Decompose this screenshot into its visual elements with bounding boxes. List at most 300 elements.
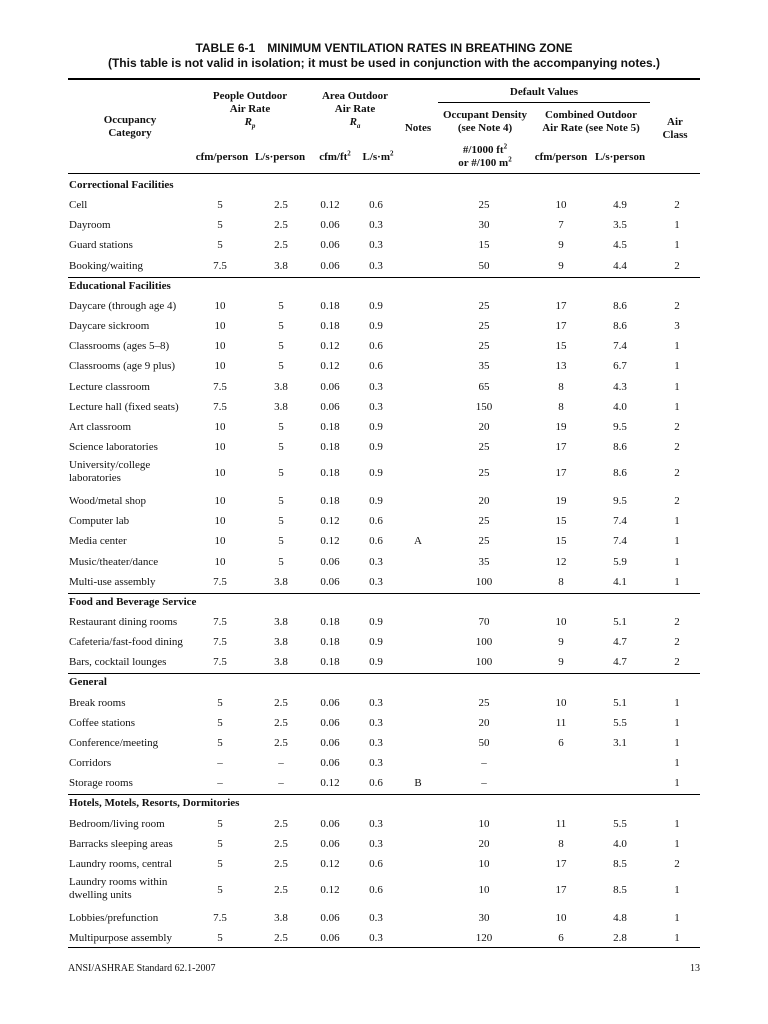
occupancy-category-cell: Lecture hall (fixed seats) (69, 400, 179, 413)
air-class-cell: 1 (674, 837, 680, 850)
area-rate-cfm-cell: 0.06 (320, 259, 340, 272)
occupancy-category-cell: Media center (69, 535, 127, 548)
combined-rate-cfm-cell: 15 (555, 535, 567, 548)
air-class-cell: 2 (674, 467, 680, 480)
people-rate-line1: People Outdoor (212, 90, 288, 102)
occupant-density-cell: 35 (478, 555, 490, 568)
area-rate-line1: Area Outdoor (321, 90, 389, 102)
occupant-density-cell: 10 (478, 857, 490, 870)
area-rate-ls-cell: 0.9 (369, 636, 383, 649)
air-class-cell: 2 (674, 440, 680, 453)
occupancy-category-cell: Laundry rooms within dwelling units (69, 875, 168, 901)
combined-rate-ls-cell: 5.5 (613, 817, 627, 830)
people-rate-ls-cell: 5 (278, 555, 284, 568)
area-rate-cfm-cell: 0.18 (320, 320, 340, 333)
occupancy-category-cell: Storage rooms (69, 777, 133, 790)
occupant-density-cell: 30 (478, 911, 490, 924)
combined-rate-cfm-cell: 19 (555, 420, 567, 433)
people-rate-cfm-cell: 5 (217, 883, 223, 896)
combined-rate-cfm-cell: 9 (558, 259, 564, 272)
unit-cfm-ft2 (310, 151, 360, 164)
area-rate-ls-cell: 0.9 (369, 616, 383, 628)
people-rate-ls-cell: 5 (278, 515, 284, 528)
people-rate-ls-cell: 3.8 (274, 380, 288, 393)
default-values-header: Default Values (509, 86, 579, 98)
unit-density-2-sup: 2 (508, 155, 512, 164)
area-rate-ls-cell: 0.3 (369, 219, 383, 232)
combined-rate-ls-cell: 4.5 (613, 239, 627, 252)
people-rate-ls-cell: – (278, 777, 284, 790)
combined-rate-ls-cell: 4.3 (613, 380, 627, 393)
area-rate-cfm-cell: 0.12 (320, 857, 340, 870)
occupancy-category-cell: Music/theater/dance (69, 555, 159, 568)
occupancy-category-cell: Multi-use assembly (69, 575, 156, 588)
area-rate-cfm-cell: 0.06 (320, 380, 340, 393)
footer-page-number: 13 (690, 963, 700, 974)
section-header: Correctional Facilities (69, 179, 174, 191)
people-rate-cfm-cell: 5 (217, 837, 223, 850)
occupancy-category-cell: Wood/metal shop (69, 495, 147, 508)
occupancy-category-cell: Bars, cocktail lounges (69, 656, 167, 669)
area-rate-ls-cell: 0.6 (369, 360, 383, 373)
occupancy-category-cell: Classrooms (age 9 plus) (69, 360, 176, 373)
combined-rate-cfm-cell: 6 (558, 736, 564, 749)
combined-rate-ls-cell: 8.5 (613, 857, 627, 870)
unit-combined-ls: L/s·person (594, 151, 646, 163)
occupancy-category-cell: Break rooms (69, 696, 126, 709)
people-rate-ls-cell: 3.8 (274, 400, 288, 413)
combined-rate-ls-cell: 8.5 (613, 883, 627, 896)
occupancy-category-cell: Daycare (through age 4) (69, 299, 177, 312)
air-class-cell: 1 (674, 716, 680, 729)
occupant-density-cell: 15 (478, 239, 490, 252)
people-rate-ls-cell: 2.5 (274, 696, 288, 709)
people-rate-cfm-cell: 10 (214, 515, 226, 528)
unit-cfm-person: cfm/person (195, 151, 249, 163)
area-rate-ls-cell: 0.9 (369, 656, 383, 669)
people-rate-ls-cell: 3.8 (274, 656, 288, 669)
people-rate-ls-cell: 3.8 (274, 616, 288, 628)
people-rate-cfm-cell: 10 (214, 555, 226, 568)
air-class-cell: 1 (674, 696, 680, 709)
unit-ls-m2 (356, 151, 400, 164)
combined-rate-ls-cell: 9.5 (613, 420, 627, 433)
combined-rate-ls-cell: 4.1 (613, 575, 627, 588)
area-rate-ls-cell: 0.3 (369, 736, 383, 749)
combined-rate-cfm-cell: 10 (555, 911, 567, 924)
area-rate-ls-cell: 0.3 (369, 555, 383, 568)
people-rate-cfm-cell: 5 (217, 696, 223, 709)
air-class-cell: 1 (674, 736, 680, 749)
combined-rate-ls-cell: 3.5 (613, 219, 627, 232)
area-rate-ls-cell: 0.6 (369, 857, 383, 870)
combined-rate-cfm-cell: 6 (558, 932, 564, 945)
people-rate-ls-cell: 2.5 (274, 857, 288, 870)
combined-rate-ls-cell: 8.6 (613, 440, 627, 453)
air-class-cell: 2 (674, 420, 680, 433)
occupant-density-cell: 30 (478, 219, 490, 232)
people-rate-cfm-cell: 5 (217, 219, 223, 232)
occupancy-category-cell: Computer lab (69, 515, 130, 528)
area-rate-line2: Air Rate (334, 103, 376, 115)
people-rate-cfm-cell: 7.5 (213, 380, 227, 393)
area-rate-header (305, 90, 405, 129)
area-rate-cfm-cell: 0.06 (320, 932, 340, 945)
area-rate-ls-cell: 0.9 (369, 495, 383, 508)
header-bottom-rule (68, 173, 700, 174)
combined-rate-cfm-cell: 9 (558, 656, 564, 669)
area-rate-cfm-cell: 0.18 (320, 495, 340, 508)
unit-ls-m2-sup: 2 (390, 149, 394, 158)
people-rate-cfm-cell: 10 (214, 440, 226, 453)
people-rate-ls-cell: 3.8 (274, 575, 288, 588)
people-rate-ls-cell: 2.5 (274, 199, 288, 212)
people-rate-cfm-cell: 10 (214, 495, 226, 508)
unit-density-line2 (440, 157, 530, 170)
air-class-cell: 1 (674, 757, 680, 770)
people-rate-ls-cell: 5 (278, 320, 284, 333)
occupancy-category-cell: Corridors (69, 757, 112, 770)
people-rate-cfm-cell: 5 (217, 199, 223, 212)
air-class-cell: 1 (674, 817, 680, 830)
unit-combined-cfm: cfm/person (534, 151, 588, 163)
combined-rate-ls-cell: 4.4 (613, 259, 627, 272)
area-rate-cfm-cell: 0.06 (320, 400, 340, 413)
occupant-density-line2: (see Note 4) (457, 122, 513, 134)
combined-rate-ls-cell: 5.9 (613, 555, 627, 568)
occupant-density-cell: 25 (478, 535, 490, 548)
occupancy-category-cell: Conference/meeting (69, 736, 159, 749)
combined-rate-cfm-cell: 8 (558, 837, 564, 850)
combined-rate-ls-cell: 4.0 (613, 400, 627, 413)
area-rate-ls-cell: 0.3 (369, 239, 383, 252)
people-rate-cfm-cell: 7.5 (213, 656, 227, 669)
people-rate-ls-cell: 2.5 (274, 883, 288, 896)
combined-rate-cfm-cell: 10 (555, 199, 567, 212)
section-divider (68, 794, 700, 795)
occupant-density-header (440, 109, 530, 135)
combined-rate-ls-cell: 4.0 (613, 837, 627, 850)
area-rate-ls-cell: 0.3 (369, 817, 383, 830)
combined-rate-ls-cell: 4.7 (613, 636, 627, 649)
combined-rate-ls-cell: 5.1 (613, 616, 627, 628)
people-rate-ls-cell: 5 (278, 420, 284, 433)
unit-density-1: #/1000 ft (462, 144, 504, 156)
air-class-cell: 1 (674, 932, 680, 945)
area-rate-cfm-cell: 0.06 (320, 757, 340, 770)
occupant-density-cell: 50 (478, 736, 490, 749)
combined-rate-cfm-cell: 7 (558, 219, 564, 232)
occupancy-category-header (100, 114, 160, 140)
people-rate-cfm-cell: 7.5 (213, 575, 227, 588)
people-rate-cfm-cell: 7.5 (213, 400, 227, 413)
air-class-cell: 3 (674, 320, 680, 333)
area-rate-ls-cell: 0.3 (369, 911, 383, 924)
occupant-density-cell: 20 (478, 837, 490, 850)
area-rate-ls-cell: 0.9 (369, 467, 383, 480)
area-rate-ls-cell: 0.6 (369, 515, 383, 528)
combined-rate-cfm-cell: 17 (555, 857, 567, 870)
occupancy-header-line2: Category (108, 127, 152, 139)
people-rate-ls-cell: 5 (278, 535, 284, 548)
combined-rate-ls-cell: 4.7 (613, 656, 627, 669)
unit-ls-m2-text: L/s·m (362, 151, 390, 163)
people-rate-cfm-cell: 5 (217, 736, 223, 749)
people-rate-symbol (200, 116, 300, 129)
people-rate-cfm-cell: 10 (214, 340, 226, 353)
combined-rate-cfm-cell: 11 (555, 716, 567, 729)
area-rate-ls-cell: 0.3 (369, 716, 383, 729)
people-rate-cfm-cell: 10 (214, 535, 226, 548)
area-rate-cfm-cell: 0.06 (320, 736, 340, 749)
people-rate-ls-cell: – (278, 757, 284, 770)
occupancy-category-cell: Cafeteria/fast-food dining (69, 636, 183, 649)
air-class-cell: 2 (674, 656, 680, 669)
area-rate-cfm-cell: 0.12 (320, 199, 340, 212)
people-rate-ls-cell: 3.8 (274, 259, 288, 272)
default-values-rule (438, 102, 650, 103)
area-rate-ls-cell: 0.6 (369, 340, 383, 353)
table-bottom-rule (68, 947, 700, 948)
area-rate-cfm-cell: 0.06 (320, 219, 340, 232)
area-rate-cfm-cell: 0.12 (320, 360, 340, 373)
combined-rate-ls-cell: 5.5 (613, 716, 627, 729)
table-note: (This table is not valid in isolation; it must be used in conjunction with the accompanying notes.) (107, 56, 661, 70)
section-divider (68, 593, 700, 594)
people-rate-ls-cell: 2.5 (274, 239, 288, 252)
occupant-density-cell: 50 (478, 259, 490, 272)
occupant-density-cell: 100 (475, 575, 493, 588)
people-rate-ls-cell: 2.5 (274, 817, 288, 830)
people-rate-ls-cell: 2.5 (274, 219, 288, 232)
occupancy-category-cell: Guard stations (69, 239, 133, 252)
occupant-density-cell: 65 (478, 380, 490, 393)
people-rate-cfm-cell: 10 (214, 299, 226, 312)
combined-rate-cfm-cell: 17 (555, 440, 567, 453)
occupant-density-cell: 25 (478, 340, 490, 353)
table-title (0, 41, 768, 55)
people-symbol: R (244, 116, 252, 128)
people-rate-cfm-cell: 10 (214, 320, 226, 333)
air-class-cell: 2 (674, 616, 680, 628)
unit-density (440, 144, 530, 170)
air-class-header (655, 116, 695, 142)
unit-cfm-ft2-sup: 2 (347, 149, 351, 158)
air-class-cell: 1 (674, 555, 680, 568)
area-rate-cfm-cell: 0.06 (320, 817, 340, 830)
combined-rate-line2: Air Rate (see Note 5) (542, 122, 640, 134)
unit-cfm-ft2-text: cfm/ft (319, 151, 348, 163)
people-rate-cfm-cell: 5 (217, 239, 223, 252)
combined-rate-cfm-cell: 12 (555, 555, 567, 568)
area-rate-symbol (305, 116, 405, 129)
combined-rate-ls-cell: 8.6 (613, 467, 627, 480)
occupant-density-cell: 20 (478, 420, 490, 433)
unit-density-2: or #/100 m (458, 157, 509, 169)
air-class-cell: 1 (674, 515, 680, 528)
air-class-cell: 2 (674, 857, 680, 870)
occupancy-category-cell: Laundry rooms, central (69, 857, 172, 870)
area-rate-cfm-cell: 0.06 (320, 837, 340, 850)
combined-rate-cfm-cell: 8 (558, 575, 564, 588)
area-rate-ls-cell: 0.3 (369, 400, 383, 413)
occupant-density-cell: 100 (475, 656, 493, 669)
air-class-cell: 1 (674, 360, 680, 373)
area-rate-ls-cell: 0.3 (369, 837, 383, 850)
occupancy-category-cell: Lobbies/prefunction (69, 911, 159, 924)
occupancy-category-cell: Restaurant dining rooms (69, 616, 178, 628)
occupancy-category-cell: Barracks sleeping areas (69, 837, 173, 850)
area-rate-cfm-cell: 0.06 (320, 696, 340, 709)
area-rate-ls-cell: 0.6 (369, 199, 383, 212)
people-rate-ls-cell: 2.5 (274, 736, 288, 749)
occupant-density-cell: 150 (475, 400, 493, 413)
occupancy-category-cell: University/college laboratories (69, 459, 151, 485)
combined-rate-cfm-cell: 9 (558, 239, 564, 252)
area-rate-cfm-cell: 0.18 (320, 636, 340, 649)
occupant-density-cell: 10 (478, 817, 490, 830)
area-rate-ls-cell: 0.9 (369, 420, 383, 433)
notes-header: Notes (404, 122, 432, 134)
air-class-cell: 1 (674, 239, 680, 252)
occupancy-category-cell: Cell (69, 199, 88, 212)
area-rate-cfm-cell: 0.06 (320, 911, 340, 924)
occupancy-category-cell: Multipurpose assembly (69, 932, 172, 945)
people-rate-ls-cell: 5 (278, 360, 284, 373)
area-rate-cfm-cell: 0.12 (320, 535, 340, 548)
people-rate-ls-cell: 2.5 (274, 837, 288, 850)
table-name: MINIMUM VENTILATION RATES IN BREATHING ZONE (267, 41, 573, 55)
area-rate-ls-cell: 0.3 (369, 696, 383, 709)
combined-rate-line1: Combined Outdoor (545, 109, 637, 121)
area-symbol: R (349, 116, 357, 128)
people-rate-line2: Air Rate (229, 103, 271, 115)
area-rate-ls-cell: 0.3 (369, 932, 383, 945)
combined-rate-cfm-cell: 8 (558, 400, 564, 413)
header-top-rule (68, 78, 700, 80)
area-rate-cfm-cell: 0.06 (320, 555, 340, 568)
area-rate-cfm-cell: 0.12 (320, 340, 340, 353)
people-rate-cfm-cell: 7.5 (213, 636, 227, 649)
combined-rate-cfm-cell: 17 (555, 883, 567, 896)
unit-ls-person: L/s·person (254, 151, 306, 163)
occupant-density-cell: 25 (478, 320, 490, 333)
people-rate-cfm-cell: 7.5 (213, 259, 227, 272)
occupancy-category-cell: Lecture classroom (69, 380, 150, 393)
people-rate-cfm-cell: 10 (214, 467, 226, 480)
area-rate-ls-cell: 0.6 (369, 883, 383, 896)
occupant-density-cell: 25 (478, 299, 490, 312)
people-rate-ls-cell: 3.8 (274, 911, 288, 924)
occupant-density-cell: – (481, 757, 487, 770)
occupant-density-cell: 25 (478, 467, 490, 480)
combined-rate-ls-cell: 3.1 (613, 736, 627, 749)
area-rate-cfm-cell: 0.12 (320, 515, 340, 528)
air-class-cell: 1 (674, 400, 680, 413)
occupant-density-cell: 25 (478, 515, 490, 528)
area-rate-cfm-cell: 0.06 (320, 575, 340, 588)
area-rate-ls-cell: 0.3 (369, 380, 383, 393)
area-rate-cfm-cell: 0.12 (320, 777, 340, 790)
occupancy-category-cell: Daycare sickroom (69, 320, 150, 333)
section-divider (68, 277, 700, 278)
occupant-density-cell: 35 (478, 360, 490, 373)
notes-cell: A (414, 535, 422, 548)
occupant-density-cell: – (481, 777, 487, 790)
air-class-cell: 1 (674, 575, 680, 588)
combined-rate-cfm-cell: 17 (555, 467, 567, 480)
combined-rate-ls-cell: 5.1 (613, 696, 627, 709)
area-rate-cfm-cell: 0.06 (320, 716, 340, 729)
combined-rate-cfm-cell: 13 (555, 360, 567, 373)
area-rate-ls-cell: 0.6 (369, 535, 383, 548)
people-rate-ls-cell: 2.5 (274, 932, 288, 945)
occupant-density-line1: Occupant Density (442, 109, 528, 121)
area-rate-cfm-cell: 0.18 (320, 467, 340, 480)
people-rate-cfm-cell: 5 (217, 716, 223, 729)
area-rate-cfm-cell: 0.06 (320, 239, 340, 252)
people-rate-header (200, 90, 300, 129)
air-class-cell: 1 (674, 340, 680, 353)
combined-rate-ls-cell: 6.7 (613, 360, 627, 373)
people-rate-cfm-cell: – (217, 757, 223, 770)
occupancy-category-cell: Classrooms (ages 5–8) (69, 340, 170, 353)
occupant-density-cell: 120 (475, 932, 493, 945)
section-header: General (69, 676, 107, 689)
combined-rate-cfm-cell: 11 (555, 817, 567, 830)
area-rate-ls-cell: 0.6 (369, 777, 383, 790)
combined-rate-ls-cell: 9.5 (613, 495, 627, 508)
air-class-cell: 2 (674, 259, 680, 272)
combined-rate-ls-cell: 4.8 (613, 911, 627, 924)
area-rate-ls-cell: 0.9 (369, 320, 383, 333)
people-rate-ls-cell: 3.8 (274, 636, 288, 649)
area-rate-cfm-cell: 0.18 (320, 656, 340, 669)
occupancy-category-cell: Booking/waiting (69, 259, 143, 272)
occupant-density-cell: 20 (478, 716, 490, 729)
area-rate-cfm-cell: 0.18 (320, 299, 340, 312)
people-rate-cfm-cell: 10 (214, 360, 226, 373)
area-rate-cfm-cell: 0.18 (320, 440, 340, 453)
people-rate-ls-cell: 5 (278, 440, 284, 453)
combined-rate-cfm-cell: 15 (555, 515, 567, 528)
air-class-line1: Air (667, 116, 683, 128)
combined-rate-cfm-cell: 17 (555, 320, 567, 333)
air-class-cell: 2 (674, 495, 680, 508)
section-header: Hotels, Motels, Resorts, Dormitories (69, 797, 240, 810)
air-class-cell: 1 (674, 777, 680, 790)
air-class-cell: 2 (674, 199, 680, 212)
table-number: TABLE 6-1 (195, 41, 256, 55)
unit-density-1-sup: 2 (503, 142, 508, 151)
people-rate-cfm-cell: – (217, 777, 223, 790)
combined-rate-cfm-cell: 19 (555, 495, 567, 508)
occupant-density-cell: 70 (478, 616, 490, 628)
combined-rate-header (536, 109, 646, 135)
area-rate-cfm-cell: 0.18 (320, 616, 340, 628)
combined-rate-ls-cell: 8.6 (613, 320, 627, 333)
area-rate-cfm-cell: 0.12 (320, 883, 340, 896)
people-rate-cfm-cell: 7.5 (213, 616, 227, 628)
people-rate-cfm-cell: 5 (217, 857, 223, 870)
combined-rate-ls-cell: 8.6 (613, 299, 627, 312)
combined-rate-cfm-cell: 10 (555, 696, 567, 709)
people-rate-ls-cell: 5 (278, 467, 284, 480)
area-rate-ls-cell: 0.3 (369, 259, 383, 272)
section-header: Food and Beverage Service (69, 595, 197, 608)
people-rate-ls-cell: 2.5 (274, 716, 288, 729)
combined-rate-ls-cell: 7.4 (613, 515, 627, 528)
